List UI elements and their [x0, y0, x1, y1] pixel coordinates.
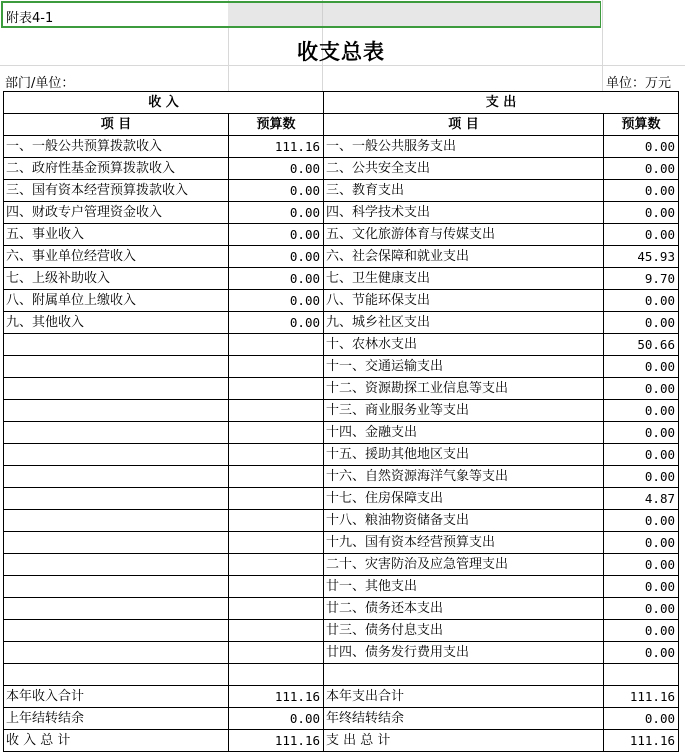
summary-expense-name[interactable]: 年终结转结余: [324, 708, 604, 730]
table-row: [4, 334, 679, 356]
empty-cell[interactable]: [229, 400, 324, 422]
empty-cell[interactable]: [4, 400, 229, 422]
empty-cell[interactable]: [229, 664, 324, 686]
empty-cell[interactable]: [4, 422, 229, 444]
empty-cell[interactable]: [229, 466, 324, 488]
expense-item-value[interactable]: 0.00: [604, 356, 679, 378]
table-row: [4, 356, 679, 378]
empty-cell[interactable]: [229, 510, 324, 532]
expense-item-value[interactable]: 0.00: [604, 510, 679, 532]
expense-item-name[interactable]: 十六、自然资源海洋气象等支出: [324, 466, 604, 488]
empty-cell[interactable]: [4, 532, 229, 554]
expense-item-name[interactable]: 十、农林水支出: [324, 334, 604, 356]
summary-income-name[interactable]: 上年结转结余: [4, 708, 229, 730]
expense-item-name[interactable]: 十一、交通运输支出: [324, 356, 604, 378]
expense-item-name[interactable]: 二十、灾害防治及应急管理支出: [324, 554, 604, 576]
empty-cell[interactable]: [604, 664, 679, 686]
table-row: [4, 422, 679, 444]
income-item-name[interactable]: 九、其他收入: [4, 312, 229, 334]
empty-cell[interactable]: [4, 466, 229, 488]
expense-item-name[interactable]: 十三、商业服务业等支出: [324, 400, 604, 422]
summary-income-value[interactable]: 111.16: [229, 686, 324, 708]
summary-income-name[interactable]: 本年收入合计: [4, 686, 229, 708]
expense-item-value[interactable]: 0.00: [604, 202, 679, 224]
expense-item-name[interactable]: 八、节能环保支出: [324, 290, 604, 312]
table-row: [4, 466, 679, 488]
expense-item-value[interactable]: 0.00: [604, 466, 679, 488]
empty-cell[interactable]: [4, 510, 229, 532]
annex-label: 附表4-1: [6, 11, 54, 26]
income-item-value[interactable]: 0.00: [229, 180, 324, 202]
income-item-name[interactable]: 四、财政专户管理资金收入: [4, 202, 229, 224]
income-budget-header[interactable]: 预算数: [229, 114, 324, 136]
empty-cell[interactable]: [229, 554, 324, 576]
table-row: [4, 488, 679, 510]
table-row: [4, 136, 679, 158]
expense-item-name[interactable]: 廿四、债务发行费用支出: [324, 642, 604, 664]
expense-item-name[interactable]: 廿三、债务付息支出: [324, 620, 604, 642]
empty-cell[interactable]: [4, 488, 229, 510]
empty-cell[interactable]: [229, 378, 324, 400]
table-row: [4, 158, 679, 180]
empty-cell[interactable]: [229, 598, 324, 620]
summary-expense-value[interactable]: 0.00: [604, 708, 679, 730]
summary-row: [4, 730, 679, 752]
empty-cell[interactable]: [4, 334, 229, 356]
empty-cell[interactable]: [4, 576, 229, 598]
empty-cell[interactable]: [4, 620, 229, 642]
expense-item-name[interactable]: 十七、住房保障支出: [324, 488, 604, 510]
table-row: [4, 620, 679, 642]
expense-item-name[interactable]: 九、城乡社区支出: [324, 312, 604, 334]
table-row: [4, 510, 679, 532]
summary-expense-value[interactable]: 111.16: [604, 686, 679, 708]
summary-row: [4, 686, 679, 708]
empty-cell[interactable]: [4, 378, 229, 400]
empty-cell[interactable]: [324, 664, 604, 686]
expense-item-value[interactable]: 50.66: [604, 334, 679, 356]
expense-item-value[interactable]: 0.00: [604, 312, 679, 334]
expense-item-value[interactable]: 45.93: [604, 246, 679, 268]
expense-item-value[interactable]: 0.00: [604, 158, 679, 180]
table-row: [4, 642, 679, 664]
empty-cell[interactable]: [4, 664, 229, 686]
income-item-value[interactable]: 0.00: [229, 268, 324, 290]
expense-item-name[interactable]: 四、科学技术支出: [324, 202, 604, 224]
expense-item-name[interactable]: 十八、粮油物资储备支出: [324, 510, 604, 532]
table-row: [4, 378, 679, 400]
summary-expense-name[interactable]: 本年支出合计: [324, 686, 604, 708]
income-item-value[interactable]: 111.16: [229, 136, 324, 158]
summary-expense-name[interactable]: 支 出 总 计: [324, 730, 604, 752]
expense-item-name[interactable]: 五、文化旅游体育与传媒支出: [324, 224, 604, 246]
spacer-row: [4, 664, 679, 686]
column-header-row: [4, 114, 679, 136]
table-row: [4, 444, 679, 466]
table-row: [4, 246, 679, 268]
income-item-value[interactable]: 0.00: [229, 202, 324, 224]
expense-item-name[interactable]: 六、社会保障和就业支出: [324, 246, 604, 268]
table-row: [4, 268, 679, 290]
income-item-value[interactable]: 0.00: [229, 246, 324, 268]
table-row: [4, 576, 679, 598]
expense-item-value[interactable]: 0.00: [604, 620, 679, 642]
expense-item-value[interactable]: 0.00: [604, 598, 679, 620]
expense-item-name[interactable]: 十五、援助其他地区支出: [324, 444, 604, 466]
table-row: [4, 598, 679, 620]
expense-item-name[interactable]: 廿一、其他支出: [324, 576, 604, 598]
summary-income-name[interactable]: 收 入 总 计: [4, 730, 229, 752]
expense-budget-header[interactable]: 预算数: [604, 114, 679, 136]
empty-cell[interactable]: [4, 642, 229, 664]
empty-cell[interactable]: [229, 532, 324, 554]
expense-item-value[interactable]: 0.00: [604, 224, 679, 246]
expense-item-name[interactable]: 二、公共安全支出: [324, 158, 604, 180]
empty-cell[interactable]: [4, 356, 229, 378]
expense-item-value[interactable]: 0.00: [604, 290, 679, 312]
summary-income-value[interactable]: 111.16: [229, 730, 324, 752]
empty-cell[interactable]: [229, 444, 324, 466]
expense-item-name[interactable]: 一、一般公共服务支出: [324, 136, 604, 158]
income-item-value[interactable]: 0.00: [229, 224, 324, 246]
empty-cell[interactable]: [4, 598, 229, 620]
expense-item-value[interactable]: 0.00: [604, 378, 679, 400]
table-row: [4, 312, 679, 334]
section-header-row: [4, 92, 679, 114]
empty-cell[interactable]: [229, 334, 324, 356]
empty-cell[interactable]: [229, 576, 324, 598]
expense-item-name[interactable]: 十二、资源勘探工业信息等支出: [324, 378, 604, 400]
grid-line: [322, 3, 323, 26]
unit-label: 单位：万元: [606, 76, 672, 91]
income-section-header[interactable]: 收 入: [4, 92, 324, 114]
table-row: [4, 202, 679, 224]
summary-row: [4, 708, 679, 730]
expense-item-name[interactable]: 三、教育支出: [324, 180, 604, 202]
expense-item-value[interactable]: 0.00: [604, 422, 679, 444]
expense-item-value[interactable]: 9.70: [604, 268, 679, 290]
income-item-value[interactable]: 0.00: [229, 290, 324, 312]
expense-item-value[interactable]: 0.00: [604, 400, 679, 422]
table-row: [4, 290, 679, 312]
table-row: [4, 554, 679, 576]
empty-cell[interactable]: [4, 554, 229, 576]
income-item-value[interactable]: 0.00: [229, 158, 324, 180]
expense-item-value[interactable]: 0.00: [604, 180, 679, 202]
empty-cell[interactable]: [229, 422, 324, 444]
header-shade: [228, 3, 600, 26]
expense-item-value[interactable]: 0.00: [604, 136, 679, 158]
expense-section-header[interactable]: 支 出: [324, 92, 679, 114]
department-label: 部门/单位：: [5, 76, 75, 91]
income-item-name[interactable]: 二、政府性基金预算拨款收入: [4, 158, 229, 180]
expense-item-value[interactable]: 0.00: [604, 554, 679, 576]
expense-item-value[interactable]: 4.87: [604, 488, 679, 510]
income-item-name[interactable]: 一、一般公共预算拨款收入: [4, 136, 229, 158]
expense-item-value[interactable]: 0.00: [604, 532, 679, 554]
expense-item-name[interactable]: 廿二、债务还本支出: [324, 598, 604, 620]
expense-item-value[interactable]: 0.00: [604, 576, 679, 598]
empty-cell[interactable]: [229, 620, 324, 642]
budget-table: [3, 91, 679, 752]
income-item-value[interactable]: 0.00: [229, 312, 324, 334]
summary-expense-value[interactable]: 111.16: [604, 730, 679, 752]
table-row: [4, 224, 679, 246]
income-item-name[interactable]: 三、国有资本经营预算拨款收入: [4, 180, 229, 202]
table-row: [4, 532, 679, 554]
expense-item-name[interactable]: 七、卫生健康支出: [324, 268, 604, 290]
empty-cell[interactable]: [229, 642, 324, 664]
summary-income-value[interactable]: 0.00: [229, 708, 324, 730]
expense-item-name[interactable]: 十九、国有资本经营预算支出: [324, 532, 604, 554]
empty-cell[interactable]: [229, 488, 324, 510]
income-item-name[interactable]: 八、附属单位上缴收入: [4, 290, 229, 312]
empty-cell[interactable]: [4, 444, 229, 466]
expense-item-value[interactable]: 0.00: [604, 444, 679, 466]
expense-item-name[interactable]: 十四、金融支出: [324, 422, 604, 444]
page-title: 收支总表: [297, 40, 385, 64]
income-item-name[interactable]: 六、事业单位经营收入: [4, 246, 229, 268]
empty-cell[interactable]: [229, 356, 324, 378]
income-item-name[interactable]: 五、事业收入: [4, 224, 229, 246]
table-row: [4, 400, 679, 422]
expense-item-value[interactable]: 0.00: [604, 642, 679, 664]
income-item-name[interactable]: 七、上级补助收入: [4, 268, 229, 290]
income-item-header[interactable]: 项 目: [4, 114, 229, 136]
expense-item-header[interactable]: 项 目: [324, 114, 604, 136]
table-row: [4, 180, 679, 202]
